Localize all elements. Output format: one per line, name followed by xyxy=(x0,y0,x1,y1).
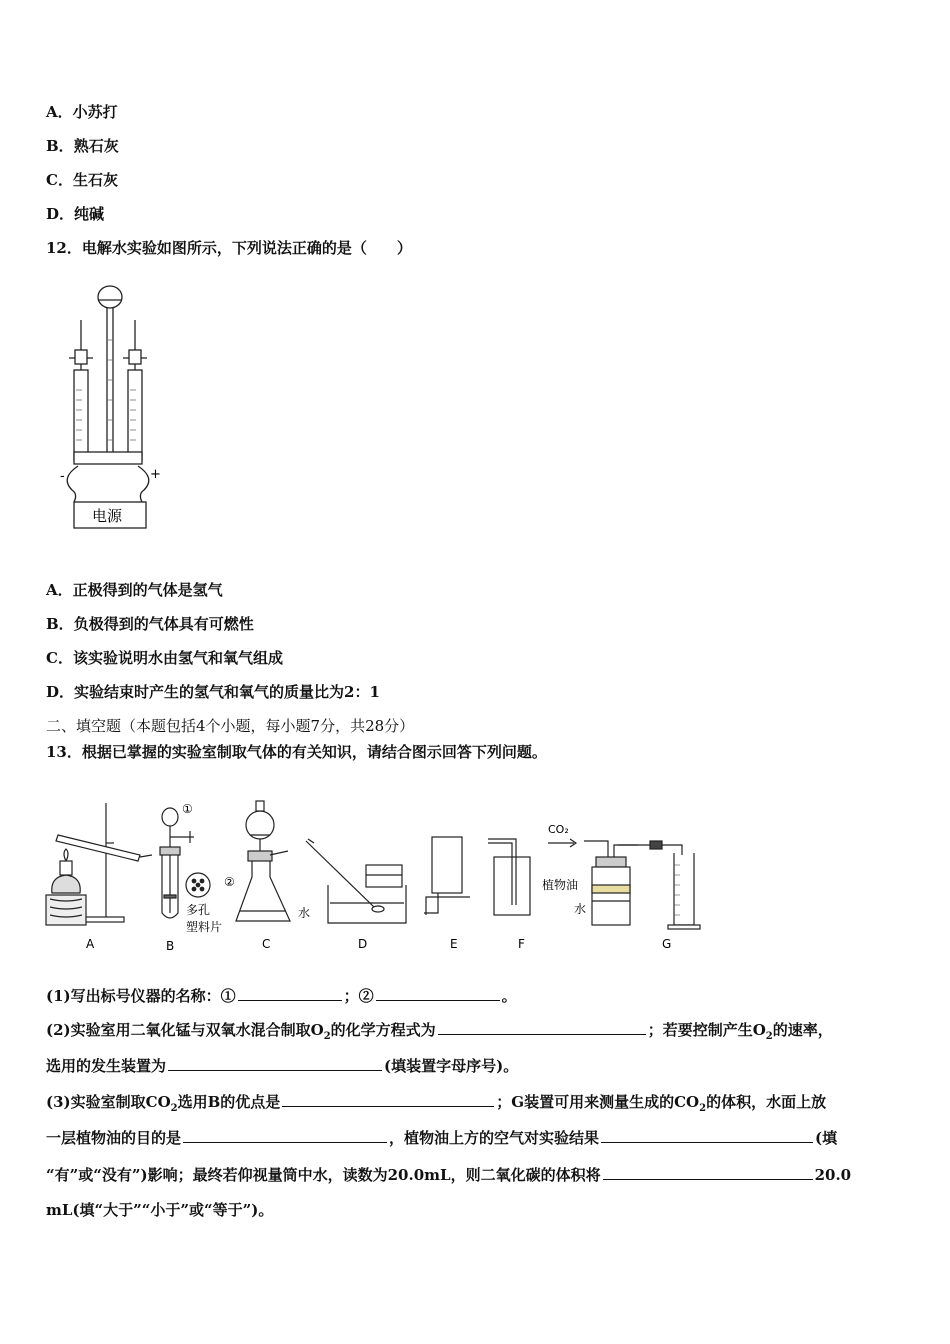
water-label-d: 水 xyxy=(298,906,311,920)
q12-option-c: C．该实验说明水由氢气和氧气组成 xyxy=(46,649,283,667)
lab-apparatus-figure xyxy=(44,795,704,960)
q13-part3-line1: (3)实验室制取$CO_2$选用B的优点是 ；G装置可用来测量生成的$CO_2$的体积，水面上放 xyxy=(46,1090,826,1119)
q13-part1: (1)写出标号仪器的名称：① ；② 。 xyxy=(46,984,517,1006)
co2-label: CO₂ xyxy=(548,823,569,836)
answer-blank-6[interactable] xyxy=(183,1126,387,1143)
q12-option-d: D．实验结束时产生的氢气和氧气的质量比为2：1 xyxy=(46,683,380,701)
q12-option-b: B．负极得到的气体具有可燃性 xyxy=(46,615,254,633)
q12-stem: 12．电解水实验如图所示，下列说法正确的是（ ） xyxy=(46,239,412,257)
q11-option-a: A．小苏打 xyxy=(46,103,118,121)
power-source-label: 电源 xyxy=(92,507,123,525)
oil-label: 植物油 xyxy=(542,878,579,892)
q13-part3-line2: 一层植物油的目的是 ，植物油上方的空气对实验结果 (填 xyxy=(46,1126,837,1148)
q13-part2-line1: (2)实验室用二氧化锰与双氧水混合制取$O_2$的化学方程式为 ；若要控制产生$O_2$的速率， xyxy=(46,1018,833,1047)
apparatus-label-e: E xyxy=(450,937,458,951)
apparatus-label-d: D xyxy=(358,937,368,951)
apparatus-label-g: G xyxy=(662,937,672,951)
q11-option-b: B．熟石灰 xyxy=(46,137,119,155)
q13-part3-line3: “有”或“没有”)影响；最终若仰视量筒中水，读数为20.0mL，则二氧化碳的体积将 20.0 xyxy=(46,1163,851,1185)
electrolysis-figure xyxy=(52,280,172,535)
mark-1: ① xyxy=(182,802,193,816)
q13-part2-line2: 选用的发生装置为 (填装置字母序号)。 xyxy=(46,1054,518,1076)
water-label-g: 水 xyxy=(574,902,587,916)
porous-label-line1: 多孔 xyxy=(186,903,211,917)
q13-stem: 13．根据已掌握的实验室制取气体的有关知识，请结合图示回答下列问题。 xyxy=(46,743,547,761)
answer-blank-4[interactable] xyxy=(168,1054,382,1071)
positive-terminal: + xyxy=(150,467,161,482)
apparatus-label-a: A xyxy=(86,937,95,951)
answer-blank-3[interactable] xyxy=(438,1018,646,1035)
negative-terminal: - xyxy=(60,469,65,484)
porous-label-line2: 塑料片 xyxy=(186,920,223,934)
answer-blank-5[interactable] xyxy=(282,1090,494,1107)
apparatus-label-b: B xyxy=(166,939,175,953)
answer-blank-2[interactable] xyxy=(376,984,500,1001)
apparatus-label-c: C xyxy=(262,937,271,951)
q11-option-d: D．纯碱 xyxy=(46,205,105,223)
q12-option-a: A．正极得到的气体是氢气 xyxy=(46,581,223,599)
mark-2: ② xyxy=(224,875,235,889)
answer-blank-7[interactable] xyxy=(601,1126,813,1143)
answer-blank-1[interactable] xyxy=(238,984,342,1001)
q13-part3-line4: mL(填“大于”“小于”或“等于”)。 xyxy=(46,1201,274,1219)
q11-option-c: C．生石灰 xyxy=(46,171,118,189)
apparatus-label-f: F xyxy=(518,937,525,951)
section-heading: 二、填空题（本题包括4个小题，每小题7分，共28分） xyxy=(46,717,415,735)
answer-blank-8[interactable] xyxy=(603,1163,813,1180)
